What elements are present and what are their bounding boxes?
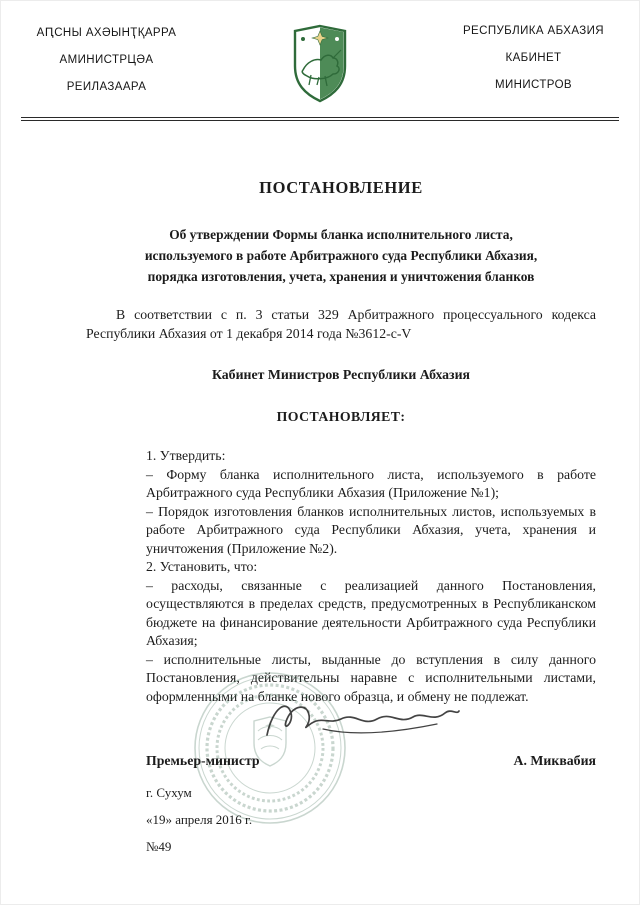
letterhead-line: РЕИЛАЗААРА (66, 81, 147, 93)
resolution-item: – исполнительные листы, выданные до вступления в силу данного Постановления, действительны наравне с исполнительными листами, оформленными на бланке нового образца, и обмену не подлежат. (146, 651, 596, 704)
letterhead-russian (436, 25, 631, 106)
resolution-item: 2. Установить, что: (146, 559, 258, 575)
coat-of-arms-abkhazia-icon (291, 24, 349, 109)
handwritten-signature (263, 695, 463, 758)
signatory-name: А. Миквабия (513, 753, 596, 769)
letterhead-abkhaz (9, 25, 204, 108)
resolution-item: 1. Утвердить: (146, 448, 226, 464)
document-title: ПОСТАНОВЛЕНИЕ (259, 178, 423, 197)
letterhead-line: МИНИСТРОВ (495, 79, 572, 91)
subject-line: Об утверждении Формы бланка исполнительного листа, (169, 227, 513, 243)
preamble-paragraph: В соответствии с п. 3 статьи 329 Арбитражного процессуального кодекса Республики Абхазия от 1 декабря 2014 года №3612-с-V (86, 307, 596, 341)
footer-number: №49 (146, 839, 172, 855)
document-body (86, 177, 596, 866)
document-footer (146, 784, 596, 856)
issuing-authority: Кабинет Министров Республики Абхазия (211, 367, 471, 383)
resolution-item: – Форму бланка исполнительного листа, используемого в работе Арбитражного суда Республики Абхазия (Приложение №1); (146, 466, 596, 501)
footer-date: «19» апреля 2016 г. (146, 812, 253, 828)
resolution-item: – Порядок изготовления бланков исполнительных листов, используемых в работе Арбитражного суда Республики Абхазия, учета, хранения и уничтожения (Приложение №2). (146, 503, 596, 556)
subject-line: порядка изготовления, учета, хранения и уничтожения бланков (147, 268, 535, 284)
resolution-item: – расходы, связанные с реализацией данного Постановления, осуществляются в пределах средств, предусмотренных в Республиканском бюджете на финансирование деятельности Арбитражного суда Республики Абхазия; (146, 577, 596, 649)
resolution-items (146, 447, 596, 706)
document-subject (86, 225, 596, 287)
letterhead-line: АԤСНЫ АХӘЫНҬҚАРРА (36, 27, 177, 39)
footer-city: г. Сухум (146, 784, 192, 800)
letterhead-line: АМИНИСТРЦӘА (59, 54, 154, 66)
letterhead-line: РЕСПУБЛИКА АБХАЗИЯ (462, 25, 605, 37)
letterhead-divider (21, 117, 619, 121)
letterhead-line: КАБИНЕТ (505, 52, 562, 64)
subject-line: используемого в работе Арбитражного суда Республики Абхазия, (144, 247, 538, 263)
resolves-heading: ПОСТАНОВЛЯЕТ: (276, 408, 406, 424)
signatory-position: Премьер-министр (146, 753, 260, 769)
